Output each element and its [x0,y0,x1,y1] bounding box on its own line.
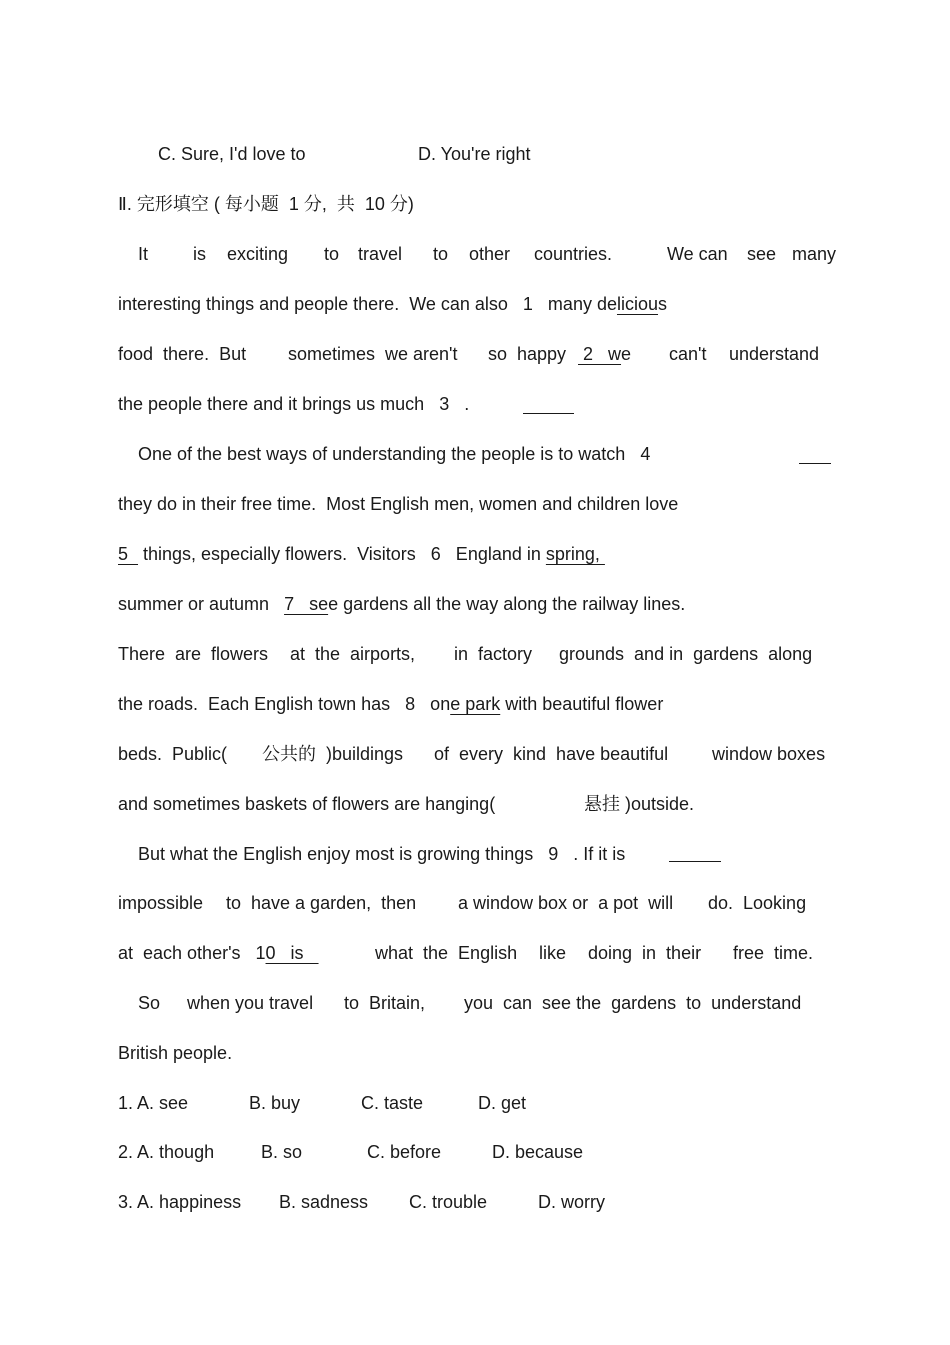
passage-word: travel [358,244,403,264]
passage-word: when you travel [187,993,314,1013]
passage-line [118,593,685,615]
choice-d: D. because [492,1142,584,1162]
underlined-run: spring, [545,544,605,564]
passage-word: exciting [227,244,289,264]
passage-line: the people there and it brings us much 3 . [118,394,470,414]
passage-word: 悬挂 )outside. [584,794,695,814]
answer-blank [523,413,574,414]
passage-word: you can see the gardens to understand [464,993,802,1013]
passage-word: do. Looking [708,893,807,913]
passage-word: a window box or a pot will [458,893,674,913]
choice-b: B. so [261,1142,303,1162]
choice-b: B. buy [249,1093,301,1113]
text-run: the roads. Each English town has 8 on [118,694,451,714]
passage-word: at the airports, [290,644,416,664]
passage-word: what the English [375,943,518,963]
passage-word: So [138,993,161,1013]
passage-word: We can [667,244,728,264]
passage-word: There are flowers [118,644,269,664]
passage-line [118,693,663,715]
passage-word: can't [669,344,707,364]
blank-5: 5 [118,544,139,564]
text-run: interesting things and people there. We can also 1 many de [118,294,617,314]
choice-c: C. trouble [409,1192,488,1212]
passage-line: they do in their free time. Most English men, women and children love [118,494,679,514]
passage-line [118,543,605,565]
question-1 [118,1092,188,1114]
blank-7: 7 se [284,594,329,614]
answer-blank [669,861,721,862]
text-run: e gardens all the way along the railway lines. [328,594,686,614]
passage-word: countries. [534,244,613,264]
question-number: 3. [118,1192,134,1212]
passage-line [118,293,667,315]
blank-2: 2 w [578,344,622,364]
blank-10: 0 is [265,943,319,963]
passage-word: grounds and in gardens along [559,644,813,664]
choice-a: A. happiness [137,1192,242,1212]
text-run: at each other's 1 [118,943,266,963]
text-run: summer or autumn [118,594,285,614]
passage-word: beds. Public( [118,744,228,764]
question-number: 1. [118,1093,134,1113]
choice-b: B. sadness [279,1192,369,1212]
text-run: s [658,294,668,314]
underlined-run: e park [450,694,501,714]
choice-c: C. taste [361,1093,424,1113]
passage-line: One of the best ways of understanding the people is to watch 4 [138,444,651,464]
passage-word: doing in their [588,943,702,963]
choice-c: C. before [367,1142,442,1162]
passage-word: in factory [454,644,533,664]
passage-word: sometimes we aren't [288,344,458,364]
passage-word: of every kind have beautiful [434,744,669,764]
passage-line [118,942,319,964]
passage-word: is [193,244,206,264]
passage-word: so happy [488,344,567,364]
option-c: C. Sure, I'd love to [158,144,306,164]
section-heading: Ⅱ. 完形填空 ( 每小题 1 分, 共 10 分) [118,194,414,214]
option-d: D. You're right [418,144,531,164]
passage-word: see [747,244,777,264]
passage-word: many [792,244,837,264]
text-run: e [621,344,632,364]
answer-blank [799,463,831,464]
choice-d: D. worry [538,1192,605,1212]
passage-word: like [539,943,567,963]
passage-word: It [138,244,149,264]
text-run: things, especially flowers. Visitors 6 England in [138,544,546,564]
passage-word: understand [729,344,820,364]
choice-a: A. though [137,1142,215,1162]
choice-a: A. see [137,1093,189,1113]
passage-word: window boxes [712,744,826,764]
passage-word: other [469,244,511,264]
passage-word: and sometimes baskets of flowers are hanging( [118,794,496,814]
passage-word: food there. But [118,344,247,364]
passage-line: British people. [118,1043,233,1063]
text-run: with beautiful flower [500,694,664,714]
question-3 [118,1191,241,1213]
passage-word: free time. [733,943,814,963]
question-2 [118,1141,214,1163]
passage-word: to [433,244,449,264]
passage-word: to have a garden, then [226,893,417,913]
underlined-run: liciou [616,294,659,314]
choice-d: D. get [478,1093,527,1113]
passage-word: to Britain, [344,993,426,1013]
passage-word: impossible [118,893,204,913]
passage-line [578,343,631,365]
passage-word: 公共的 )buildings [262,744,404,764]
passage-line: But what the English enjoy most is growing things 9 . If it is [138,844,626,864]
question-number: 2. [118,1142,134,1162]
passage-word: to [324,244,340,264]
